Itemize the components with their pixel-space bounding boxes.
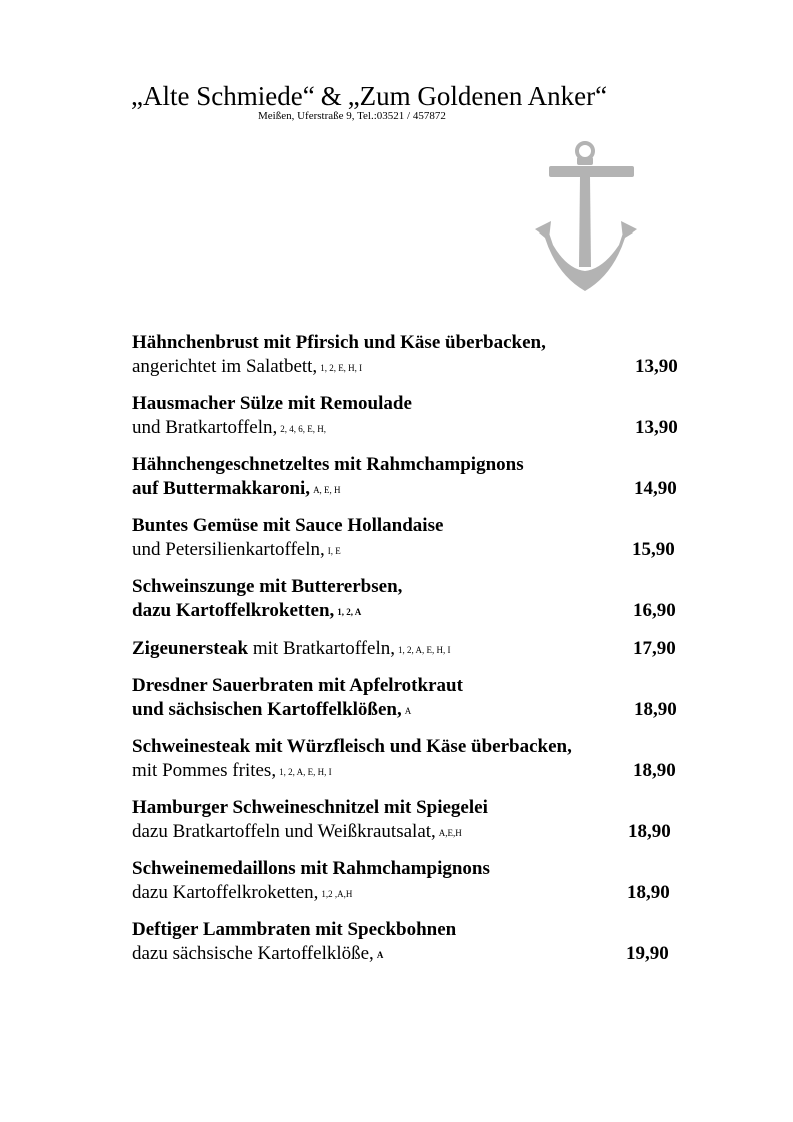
title-goldener-anker: „Zum Goldenen Anker“ (347, 81, 608, 111)
menu-title (131, 80, 607, 112)
item-5-description (132, 599, 361, 624)
item-4-title: Buntes Gemüse mit Sauce Hollandaise (132, 515, 444, 536)
item-7-price: 18,90 (634, 699, 677, 720)
item-2-allergens: 2, 4, 6, E, H, (280, 424, 327, 434)
item-9-title: Hamburger Schweineschnitzel mit Spiegelei (132, 797, 488, 818)
item-6-side: mit Bratkartoffeln, (252, 638, 395, 659)
item-4-side: und Petersilienkartoffeln, (132, 539, 325, 560)
item-10-price: 18,90 (627, 882, 670, 903)
anchor-icon (533, 135, 651, 295)
item-7-description (132, 698, 411, 723)
item-4-allergens: I, E (327, 546, 341, 556)
item-10-side: dazu Kartoffelkroketten, (132, 882, 319, 903)
item-6-title: Zigeunersteak (132, 638, 249, 659)
item-1-allergens: 1, 2, E, H, I (320, 363, 363, 373)
item-11-side: dazu sächsische Kartoffelklöße, (132, 943, 374, 964)
item-1-title: Hähnchenbrust mit Pfirsich und Käse überbacken, (132, 332, 546, 353)
item-7-allergens: A (404, 706, 412, 716)
item-11-allergens: A (376, 950, 384, 960)
item-7-title: Dresdner Sauerbraten mit Apfelrotkraut (132, 675, 463, 696)
item-5-price: 16,90 (633, 600, 676, 621)
title-ampersand: & (320, 81, 342, 111)
item-3-description (132, 477, 341, 502)
item-6-allergens: 1, 2, A, E, H, I (397, 645, 451, 655)
item-9-price: 18,90 (628, 821, 671, 842)
item-2-description (132, 416, 326, 441)
item-5-side: dazu Kartoffelkroketten, (132, 600, 335, 621)
item-7-side: und sächsischen Kartoffelklößen, (132, 699, 402, 720)
item-10-description (132, 881, 352, 906)
item-11-price: 19,90 (626, 943, 669, 964)
item-10-title: Schweinemedaillons mit Rahmchampignons (132, 858, 490, 879)
item-3-side: auf Buttermakkaroni, (132, 478, 311, 499)
title-alte-schmiede: „Alte Schmiede“ (131, 81, 315, 111)
item-2-price: 13,90 (635, 417, 678, 438)
item-5-title: Schweinszunge mit Buttererbsen, (132, 576, 403, 597)
item-4-description (132, 538, 341, 563)
item-5-allergens: 1, 2, A (337, 607, 362, 617)
item-10-allergens: 1,2 ,A,H (321, 889, 353, 899)
item-8-side: mit Pommes frites, (132, 760, 277, 781)
item-3-price: 14,90 (634, 478, 677, 499)
item-9-side: dazu Bratkartoffeln und Weißkrautsalat, (132, 821, 436, 842)
item-8-title: Schweinesteak mit Würzfleisch und Käse überbacken, (132, 736, 572, 757)
item-9-allergens: A,E,H (438, 828, 462, 838)
item-2-title: Hausmacher Sülze mit Remoulade (132, 393, 412, 414)
item-6-description (132, 637, 450, 662)
item-1-side: angerichtet im Salatbett, (132, 356, 318, 377)
item-4-price: 15,90 (632, 539, 675, 560)
restaurant-address: Meißen, Uferstraße 9, Tel.:03521 / 457872 (258, 110, 446, 122)
item-8-price: 18,90 (633, 760, 676, 781)
item-11-title: Deftiger Lammbraten mit Speckbohnen (132, 919, 457, 940)
item-3-title: Hähnchengeschnetzeltes mit Rahmchampignons (132, 454, 524, 475)
item-6-price: 17,90 (633, 638, 676, 659)
item-11-description (132, 942, 383, 967)
item-9-description (132, 820, 462, 845)
item-3-allergens: A, E, H (313, 485, 341, 495)
item-8-allergens: 1, 2, A, E, H, I (279, 767, 332, 777)
item-8-description (132, 759, 332, 784)
item-1-price: 13,90 (635, 356, 678, 377)
item-2-side: und Bratkartoffeln, (132, 417, 278, 438)
item-1-description (132, 355, 362, 380)
